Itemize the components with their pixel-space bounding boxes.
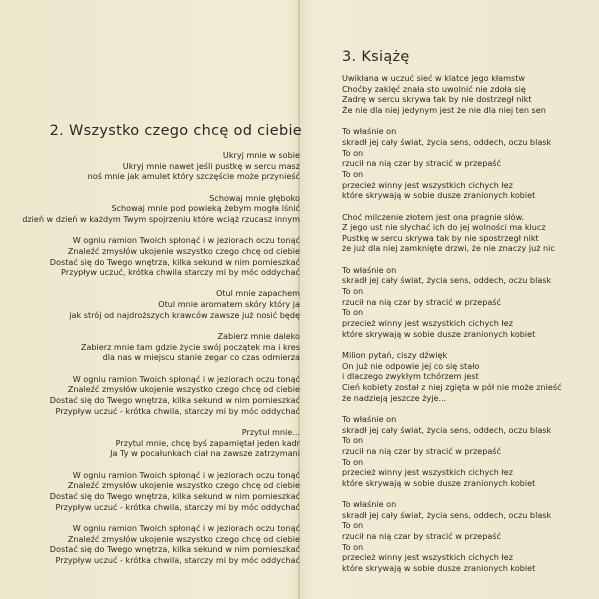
lyric-line: Ukryj mnie nawet jeśli pustkę w sercu masz <box>122 160 300 171</box>
stanza <box>20 193 300 225</box>
lyric-line: To właśnie on <box>342 264 397 275</box>
lyric-line: Ukryj mnie w sobie <box>222 150 300 160</box>
lyric-line: To właśnie on <box>342 499 397 510</box>
lyric-line: Dostać się do Twego wnętrza, kilka sekund w nim pomieszkać <box>49 490 300 501</box>
lyric-line: Przypływ uczuć, krótka chwila starczy mi by móc oddychać <box>61 267 300 278</box>
lyric-line: rzucił na nią czar by stracić w przepaść <box>342 445 501 456</box>
right-column-lyrics <box>342 48 582 584</box>
lyric-line: To on <box>342 456 364 467</box>
stanza <box>20 374 300 417</box>
stanza <box>20 288 300 320</box>
lyric-line: Znaleźć zmysłów ukojenie wszystko czego chcę od ciebie <box>67 384 300 395</box>
lyric-line: Otul mnie zapachem <box>215 288 300 299</box>
lyric-line: przecież winny jest wszystkich cichych łez <box>342 467 513 478</box>
lyric-line: że już dla niej zamknięte drzwi, że nie znaczy już nic <box>342 243 555 254</box>
left-stanzas <box>20 150 300 565</box>
stanza <box>342 73 582 116</box>
lyric-line: rzucił na nią czar by stracić w przepaść <box>342 296 501 307</box>
lyric-line: przecież winny jest wszystkich cichych łez <box>342 179 513 190</box>
lyric-line: W ogniu ramion Twoich spłonąć i w jeziorach oczu tonąć <box>72 522 300 533</box>
stanza <box>342 265 582 340</box>
lyric-line: które skrywają w sobie dusze zranionych kobiet <box>342 477 536 488</box>
stanza <box>342 126 582 201</box>
lyric-line: skradł jej cały świat, życia sens, oddech, oczu blask <box>342 509 552 520</box>
stanza <box>20 235 300 278</box>
song-title-right: 3. Książę <box>342 49 410 65</box>
lyric-line: Choć milczenie złotem jest ona pragnie słów. <box>342 211 525 222</box>
stanza <box>20 523 300 566</box>
stanza <box>342 499 582 574</box>
lyric-line: To on <box>342 520 364 531</box>
lyric-line: Znaleźć zmysłów ukojenie wszystko czego chcę od ciebie <box>67 245 300 256</box>
lyric-line: skradł jej cały świat, życia sens, oddech, oczu blask <box>342 424 552 435</box>
lyric-line: To właśnie on <box>342 413 397 424</box>
lyric-line: Schowaj mnie głęboko <box>209 192 300 203</box>
lyric-line: noś mnie jak amulet który szczęście może przynieść <box>87 171 300 182</box>
lyric-line: że nadzieją jeszcze żyje... <box>342 392 447 403</box>
lyric-line: Pustkę w sercu skrywa tak by nie spostrzegł nikt <box>342 232 539 243</box>
lyric-line: To on <box>342 147 364 158</box>
lyric-line: Zadrę w sercu skrywa tak by nie dostrzegł nikt <box>342 94 532 105</box>
lyric-line: skradł jej cały świat, życia sens, oddech, oczu blask <box>342 275 552 286</box>
lyric-line: rzucił na nią czar by stracić w przepaść <box>342 531 501 542</box>
lyric-line: To on <box>342 286 364 297</box>
lyric-line: To on <box>342 541 364 552</box>
lyric-line: które skrywają w sobie dusze zranionych kobiet <box>342 190 536 201</box>
lyric-line: Ja Ty w pocałunkach ciał na zawsze zatrzymani <box>110 448 300 459</box>
right-stanzas <box>342 73 582 574</box>
lyric-line: Choćby zaklęć znała sto uwolnić nie zdoła się <box>342 83 526 94</box>
lyric-line: Że nie dla niej jedynym jest że nie dla niej ten sen <box>342 104 546 115</box>
lyric-line: Zabierz mnie tam gdzie życie swój początek ma i kres <box>80 341 300 352</box>
lyric-line: jak strój od najdroższych krawców zawsze już nosić będę <box>69 309 300 320</box>
stanza <box>20 150 300 182</box>
lyric-line: skradł jej cały świat, życia sens, oddech, oczu blask <box>342 136 552 147</box>
lyric-line: Przytul mnie... <box>241 426 300 437</box>
stanza <box>342 350 582 403</box>
lyric-line: W ogniu ramion Twoich spłonąć i w jeziorach oczu tonąć <box>72 235 300 246</box>
lyric-line: On już nie odpowie jej co się stało <box>342 360 480 371</box>
lyric-line: Znaleźć zmysłów ukojenie wszystko czego chcę od ciebie <box>67 533 300 544</box>
lyric-line: W ogniu ramion Twoich spłonąć i w jeziorach oczu tonąć <box>72 373 300 384</box>
lyric-line: Otul mnie aromatem skóry który ja <box>158 299 300 310</box>
lyric-line: Milion pytań, ciszy dźwięk <box>342 350 448 360</box>
lyric-line: To on <box>342 307 364 318</box>
lyric-line: W ogniu ramion Twoich spłonąć i w jeziorach oczu tonąć <box>72 469 300 480</box>
lyric-line: przecież winny jest wszystkich cichych łez <box>342 318 513 329</box>
stanza <box>20 427 300 459</box>
lyric-line: Przypływ uczuć - krótka chwila, starczy mi by móc oddychać <box>55 405 300 416</box>
lyric-line: które skrywają w sobie dusze zranionych kobiet <box>342 563 536 574</box>
lyric-line: Schowaj mnie pod powieką żebym mogła lśnić <box>111 203 300 214</box>
lyric-line: i dlaczego zwykłym tchórzem jest <box>342 371 479 382</box>
lyric-line: Z jego ust nie słychać ich do jej wolności ma klucz <box>342 222 546 233</box>
lyric-line: rzucił na nią czar by stracić w przepaść <box>342 158 501 169</box>
stanza <box>20 331 300 363</box>
lyric-line: Uwikłana w uczuć sieć w klatce jego kłamstw <box>342 73 526 83</box>
lyric-line: Dostać się do Twego wnętrza, kilka sekund w nim pomieszkać <box>49 395 300 406</box>
stanza <box>342 414 582 489</box>
left-column-lyrics <box>20 122 300 576</box>
lyric-line: To właśnie on <box>342 126 397 137</box>
lyric-line: dla nas w miejscu stanie zegar co czas odmierza <box>102 352 300 363</box>
lyric-line: przecież winny jest wszystkich cichych łez <box>342 552 513 563</box>
lyric-line: Dostać się do Twego wnętrza, kilka sekund w nim pomieszkać <box>49 544 300 555</box>
lyric-line: Dostać się do Twego wnętrza, kilka sekund w nim pomieszkać <box>49 256 300 267</box>
song-title-left: 2. Wszystko czego chcę od ciebie <box>49 123 302 139</box>
lyric-line: które skrywają w sobie dusze zranionych kobiet <box>342 328 536 339</box>
lyric-line: Znaleźć zmysłów ukojenie wszystko czego chcę od ciebie <box>67 480 300 491</box>
stanza <box>342 212 582 255</box>
stanza <box>20 470 300 513</box>
lyric-line: Cień kobiety został z niej zgięta w pół nie może znieść <box>342 381 562 392</box>
lyric-line: To on <box>342 435 364 446</box>
lyric-line: To on <box>342 168 364 179</box>
lyric-line: Przypływ uczuć - krótka chwila, starczy mi by móc oddychać <box>55 554 300 565</box>
lyric-line: Zabierz mnie daleko <box>217 331 300 342</box>
lyric-line: dzień w dzień w każdym Twym spojrzeniu które wciąż rzucasz innym <box>22 213 300 224</box>
lyric-line: Przytul mnie, chcę byś zapamiętał jeden kadr <box>115 437 300 448</box>
lyric-line: Przypływ uczuć - krótka chwila, starczy mi by móc oddychać <box>55 501 300 512</box>
